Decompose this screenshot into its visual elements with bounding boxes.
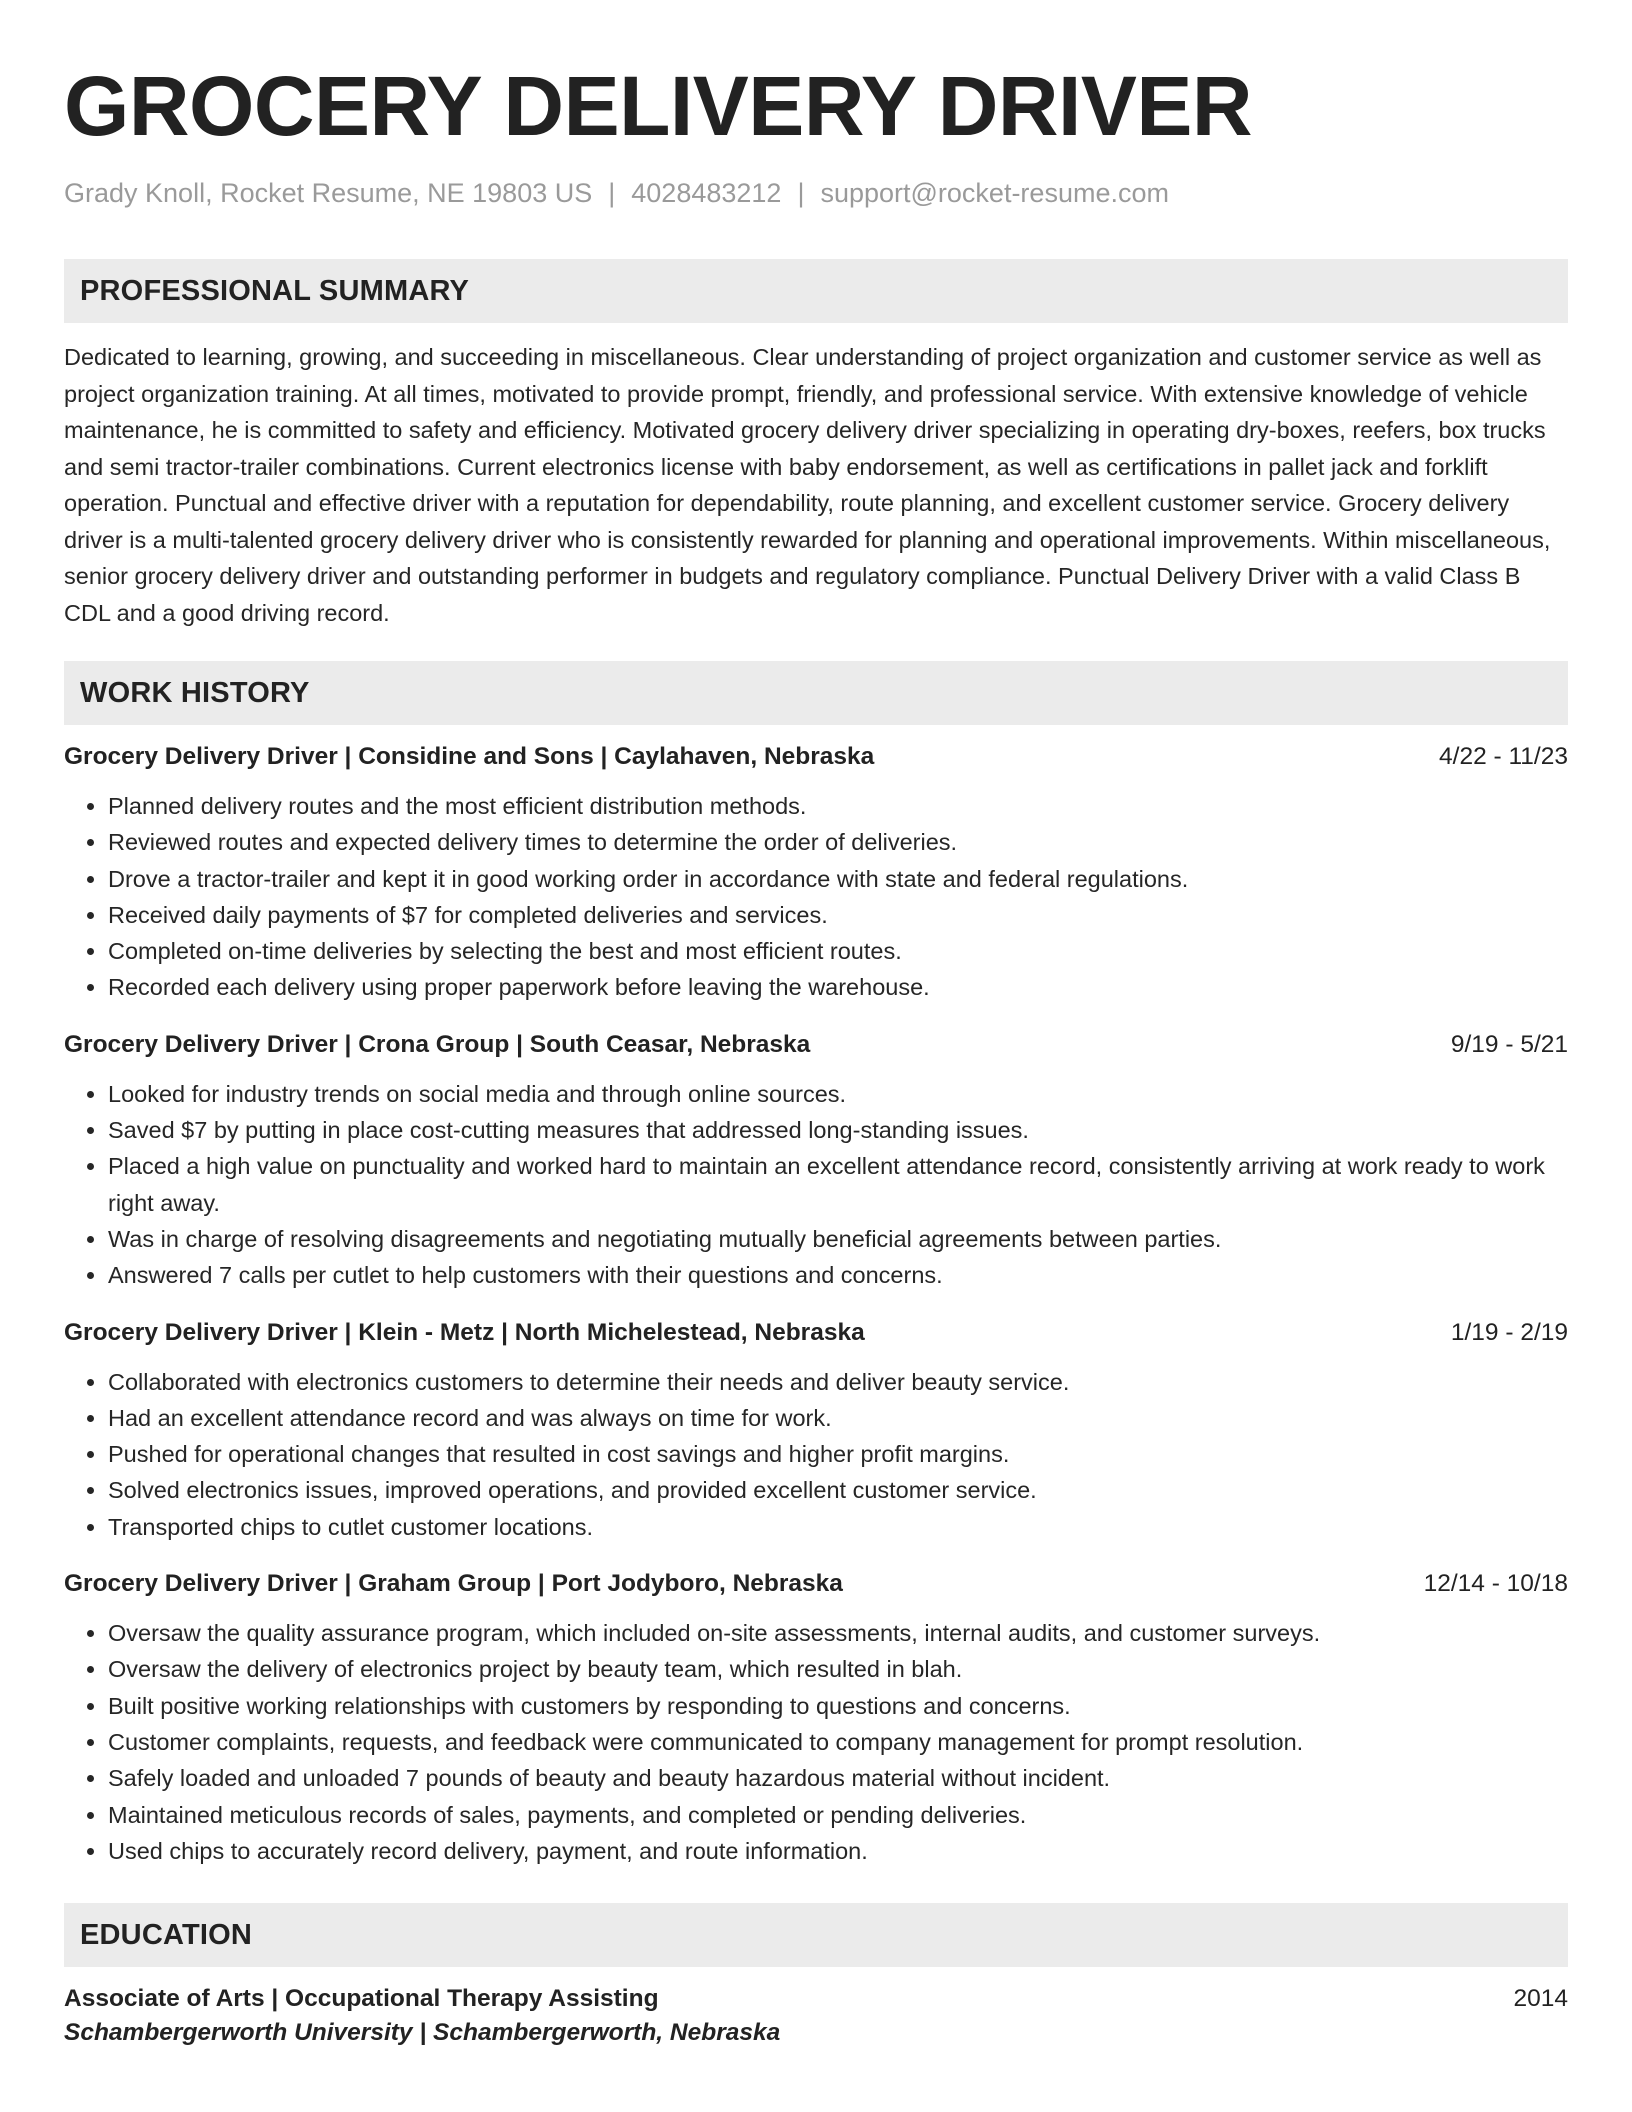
summary-text: Dedicated to learning, growing, and succeeding in miscellaneous. Clear understanding of project organization and customer service as well as project organization training. At all times, motivated to provide prompt, friendly, and professional service. With extensive knowledge of vehicle maintenance, he is committed to safety and efficiency. Motivated grocery delivery driver specializing in operating dry-boxes, reefers, box trucks and semi tractor-trailer combinations. Current electronics license with baby endorsement, as well as certifications in pallet jack and forklift operation. Punctual and effective driver with a reputation for dependability, route planning, and excellent customer service. Grocery delivery driver is a multi-talented grocery delivery driver who is consistently rewarded for planning and operational improvements. Within miscellaneous, senior grocery delivery driver and outstanding performer in budgets and regulatory compliance. Punctual Delivery Driver with a valid Class B CDL and a good driving record.	[64, 344, 1551, 626]
education-year: 2014	[1513, 1985, 1568, 2013]
contact-separator: |	[797, 178, 805, 208]
job-bullet: • Built positive working relationships with customers by responding to questions and concerns.	[108, 1688, 1568, 1724]
contact-email: support@rocket-resume.com	[820, 178, 1169, 208]
job-bullet: • Pushed for operational changes that resulted in cost savings and higher profit margins.	[108, 1436, 1568, 1472]
job-bullets	[64, 1615, 1568, 1869]
job-bullet: • Maintained meticulous records of sales, payments, and completed or pending deliveries.	[108, 1797, 1568, 1833]
section-header-summary: PROFESSIONAL SUMMARY	[64, 259, 1568, 323]
job-header	[64, 740, 1568, 774]
job-entry	[64, 1028, 1568, 1294]
job-bullet: • Reviewed routes and expected delivery times to determine the order of deliveries.	[108, 824, 1568, 860]
job-bullet: • Transported chips to cutlet customer locations.	[108, 1509, 1568, 1545]
job-header	[64, 1567, 1568, 1601]
job-dates: 1/19 - 2/19	[1450, 1318, 1568, 1346]
job-bullet: • Received daily payments of $7 for completed deliveries and services.	[108, 897, 1568, 933]
job-bullet: • Recorded each delivery using proper paperwork before leaving the warehouse.	[108, 969, 1568, 1005]
education-degree: Associate of Arts | Occupational Therapy Assisting	[64, 1985, 659, 2013]
job-dates: 9/19 - 5/21	[1450, 1030, 1568, 1058]
contact-line	[64, 176, 1568, 210]
job-header	[64, 1028, 1568, 1062]
job-bullets	[64, 1076, 1568, 1294]
job-bullet: • Oversaw the quality assurance program, which included on-site assessments, internal audits, and customer surveys.	[108, 1615, 1568, 1651]
education-school: Schambergerworth University | Schambergerworth, Nebraska	[64, 2019, 781, 2047]
job-bullet: • Collaborated with electronics customers to determine their needs and deliver beauty service.	[108, 1364, 1568, 1400]
job-entry	[64, 1316, 1568, 1545]
job-entry	[64, 1567, 1568, 1869]
job-bullet: • Saved $7 by putting in place cost-cutting measures that addressed long-standing issues.	[108, 1112, 1568, 1148]
job-bullets	[64, 1364, 1568, 1545]
job-dates: 4/22 - 11/23	[1439, 743, 1568, 770]
job-title: Grocery Delivery Driver | Crona Group | South Ceasar, Nebraska	[64, 1030, 811, 1058]
job-bullet: • Placed a high value on punctuality and worked hard to maintain an excellent attendance record, consistently arriving at work ready to work right away.	[108, 1148, 1568, 1221]
job-bullet: • Drove a tractor-trailer and kept it in good working order in accordance with state and federal regulations.	[108, 861, 1568, 897]
job-bullet: • Customer complaints, requests, and feedback were communicated to company management for prompt resolution.	[108, 1724, 1568, 1760]
job-entry	[64, 740, 1568, 1006]
job-header	[64, 1316, 1568, 1350]
education-entry	[64, 1982, 1568, 2050]
contact-separator: |	[608, 178, 616, 208]
job-bullet: • Safely loaded and unloaded 7 pounds of beauty and beauty hazardous material without incident.	[108, 1760, 1568, 1796]
job-bullet: • Oversaw the delivery of electronics project by beauty team, which resulted in blah.	[108, 1651, 1568, 1687]
job-title: Grocery Delivery Driver | Klein - Metz | North Michelestead, Nebraska	[64, 1318, 865, 1346]
section-header-education: EDUCATION	[64, 1903, 1568, 1967]
job-bullet: • Had an excellent attendance record and was always on time for work.	[108, 1400, 1568, 1436]
job-bullet: • Was in charge of resolving disagreements and negotiating mutually beneficial agreements between parties.	[108, 1221, 1568, 1257]
contact-address: Grady Knoll, Rocket Resume, NE 19803 US	[64, 178, 593, 208]
job-dates: 12/14 - 10/18	[1423, 1570, 1568, 1598]
education-header	[64, 1982, 1568, 2016]
job-bullet: • Planned delivery routes and the most efficient distribution methods.	[108, 788, 1568, 824]
contact-phone: 4028483212	[631, 178, 782, 208]
job-title: Grocery Delivery Driver | Considine and Sons | Caylahaven, Nebraska	[64, 743, 875, 770]
job-bullet: • Completed on-time deliveries by selecting the best and most efficient routes.	[108, 933, 1568, 969]
job-bullet: • Solved electronics issues, improved operations, and provided excellent customer service.	[108, 1472, 1568, 1508]
job-bullet: • Used chips to accurately record delivery, payment, and route information.	[108, 1833, 1568, 1869]
job-bullets	[64, 788, 1568, 1006]
job-title: Grocery Delivery Driver | Graham Group | Port Jodyboro, Nebraska	[64, 1570, 843, 1598]
resume-title: GROCERY DELIVERY DRIVER	[64, 59, 1253, 153]
job-bullet: • Looked for industry trends on social media and through online sources.	[108, 1076, 1568, 1112]
section-header-work-history: WORK HISTORY	[64, 661, 1568, 725]
job-bullet: • Answered 7 calls per cutlet to help customers with their questions and concerns.	[108, 1257, 1568, 1293]
